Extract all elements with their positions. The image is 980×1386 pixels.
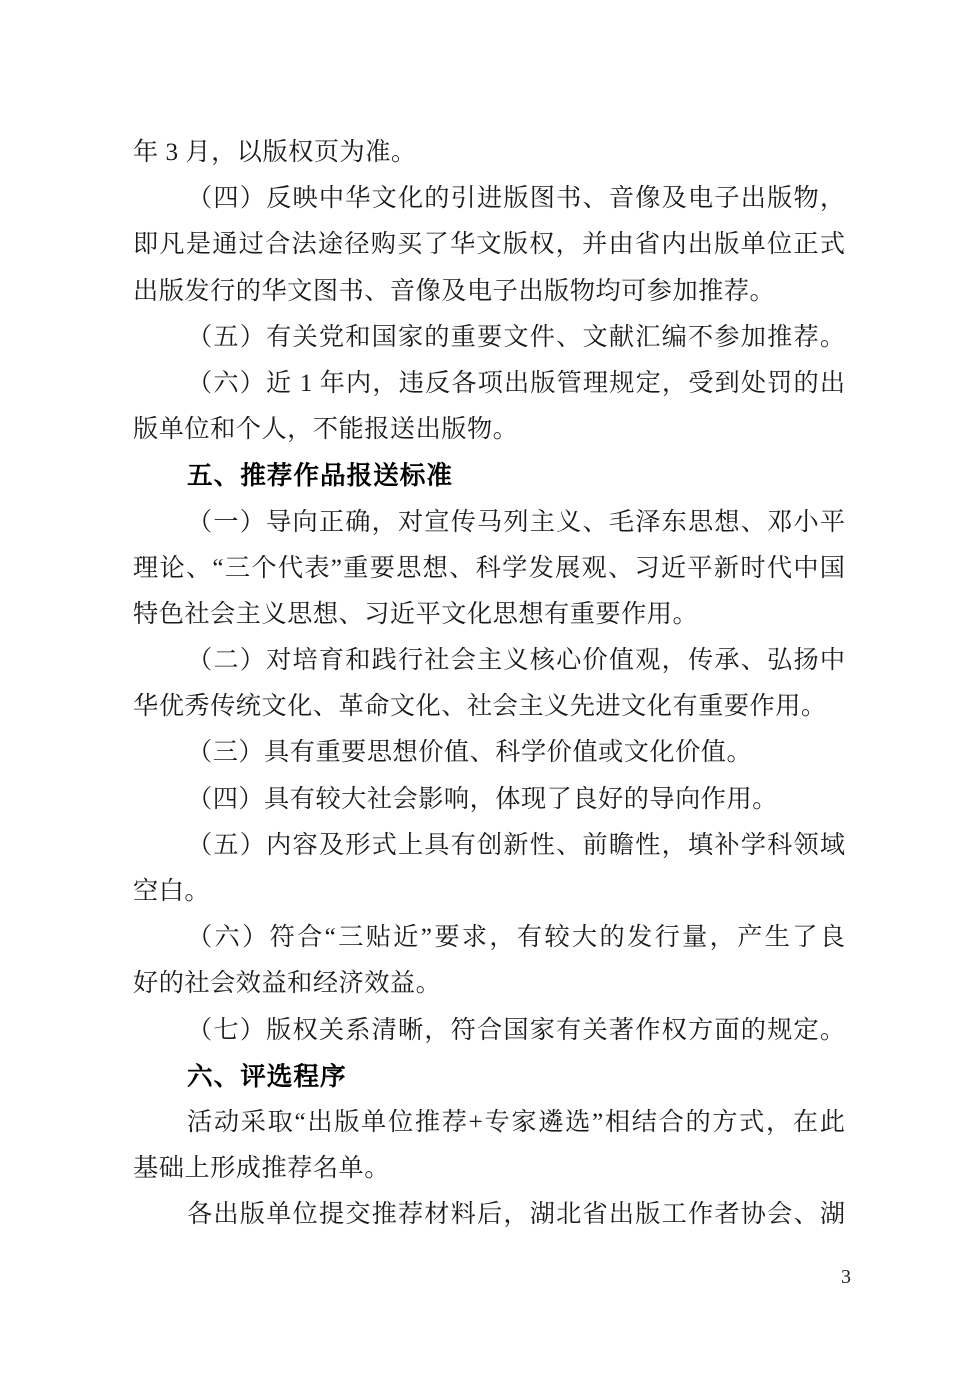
text-line: （三）具有重要思想价值、科学价值或文化价值。 [187,739,753,767]
text-line: 好的社会效益和经济效益。 [133,970,442,998]
text-line: （四）反映中华文化的引进版图书、音像及电子出版物， [187,185,845,213]
text-line: （六）近 1 年内，违反各项出版管理规定，受到处罚的出 [187,369,845,397]
text-line: 版单位和个人，不能报送出版物。 [133,416,519,444]
text-line: （五）有关党和国家的重要文件、文献汇编不参加推荐。 [187,323,845,351]
text-line: 活动采取“出版单位推荐+专家遴选”相结合的方式，在此 [187,1108,845,1136]
text-line: （二）对培育和践行社会主义核心价值观，传承、弘扬中 [187,647,845,675]
text-line: 理论、“三个代表”重要思想、科学发展观、习近平新时代中国 [133,554,845,582]
text-line: （五）内容及形式上具有创新性、前瞻性，填补学科领域 [187,831,845,859]
section-heading: 五、推荐作品报送标准 [187,462,453,491]
text-line: 即凡是通过合法途径购买了华文版权，并由省内出版单位正式 [133,231,845,259]
text-line: （七）版权关系清晰，符合国家有关著作权方面的规定。 [187,1016,845,1044]
document-body [133,130,845,1239]
text-line: 年 3 月，以版权页为准。 [133,139,417,166]
text-line: （四）具有较大社会影响，体现了良好的导向作用。 [187,785,778,813]
text-line: 特色社会主义思想、习近平文化思想有重要作用。 [133,600,699,628]
section-heading: 六、评选程序 [187,1062,347,1091]
text-line: （一）导向正确，对宣传马列主义、毛泽东思想、邓小平 [187,508,845,536]
text-line: 各出版单位提交推荐材料后，湖北省出版工作者协会、湖 [187,1201,845,1229]
text-line: 华优秀传统文化、革命文化、社会主义先进文化有重要作用。 [133,693,827,721]
text-line: 空白。 [133,878,211,905]
page-number: 3 [841,1266,851,1288]
text-line: 基础上形成推荐名单。 [133,1155,390,1183]
text-line: （六）符合“三贴近”要求，有较大的发行量，产生了良 [187,924,845,952]
text-line: 出版发行的华文图书、音像及电子出版物均可参加推荐。 [133,277,776,305]
